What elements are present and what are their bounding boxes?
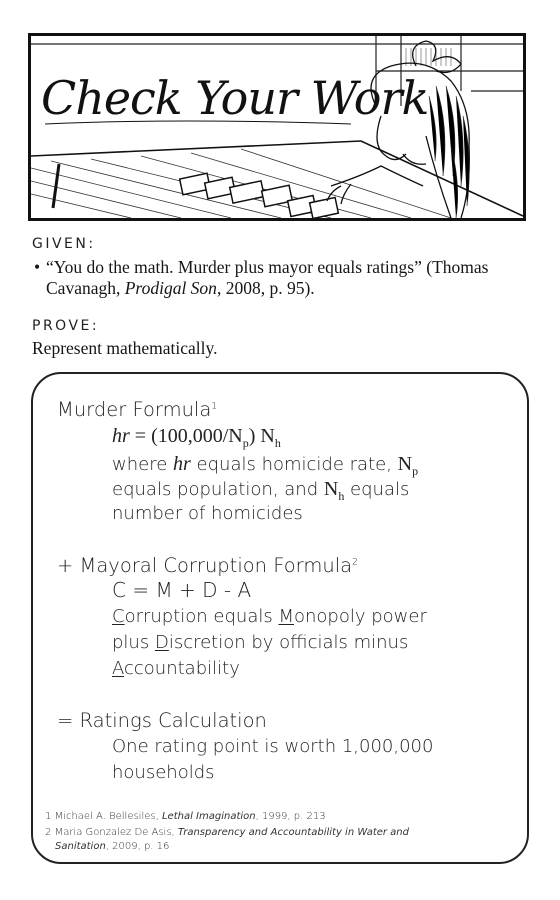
footnote-2-author: Maria Gonzalez De Asis,	[54, 827, 178, 838]
murder-heading-text: Murder Formula	[57, 398, 212, 421]
murder-line-1-a: where	[112, 454, 174, 475]
mayor-heading-text: + Mayoral Corruption Formula	[57, 554, 353, 577]
mayor-line-1-C: C	[112, 606, 125, 627]
mayor-line-2-D: D	[154, 632, 169, 653]
mayor-line-2-a: plus	[112, 632, 155, 653]
footnote-1-title: Lethal Imagination	[161, 811, 256, 822]
footnote-1	[45, 810, 326, 823]
ratings-heading: = Ratings Calculation	[57, 709, 267, 732]
footnote-ref-2: 2	[352, 557, 358, 568]
eq-close: ) N	[248, 425, 275, 447]
given-quote: “You do the math. Murder plus mayor equals ratings”	[46, 257, 422, 277]
murder-line-1-b: equals homicide rate,	[190, 454, 398, 475]
footnote-2-title: Transparency and Accountability in Water and	[177, 827, 409, 838]
mayor-line-2-b: iscretion by officials minus	[168, 632, 409, 653]
eq-hr: hr	[112, 425, 130, 447]
murder-line-2-a: equals population, and	[112, 479, 324, 500]
murder-equation	[112, 424, 281, 455]
header-illustration	[28, 33, 526, 221]
mayor-line-3	[112, 657, 240, 681]
given-quote-item	[34, 257, 534, 299]
murder-line-1-p: p	[412, 464, 419, 478]
footnote-2-num: 2	[45, 827, 52, 838]
girl-with-blocks-illustration	[31, 36, 523, 218]
eq-sub-p: p	[242, 436, 249, 450]
mayor-line-1-M: M	[278, 606, 294, 627]
bullet-glyph: •	[34, 257, 41, 277]
murder-line-2-N: N	[323, 478, 339, 500]
footnote-2-rest: , 2009, p. 16	[105, 841, 170, 852]
murder-line-2-h: h	[338, 489, 345, 503]
murder-heading	[57, 398, 217, 421]
mayor-line-1-b: onopoly power	[294, 606, 427, 627]
brand-title: Check Your Work	[41, 71, 429, 125]
formula-card	[31, 372, 529, 864]
mayor-line-1-a: orruption equals	[124, 606, 279, 627]
mayor-line-3-A: A	[112, 658, 124, 679]
footnote-ref-1: 1	[211, 401, 218, 412]
given-label: GIVEN:	[32, 236, 96, 252]
eq-sub-h: h	[274, 436, 281, 450]
ratings-line-2: households	[112, 762, 215, 783]
footnote-1-author: Michael A. Bellesiles,	[54, 811, 162, 822]
footnote-1-num: 1	[45, 811, 52, 822]
footnote-2-continued	[55, 840, 169, 853]
given-attribution-open: (Thomas Cavanagh,	[46, 257, 489, 298]
mayor-line-2	[112, 631, 408, 655]
footnote-2	[45, 826, 409, 839]
prove-text: Represent mathematically.	[32, 338, 218, 358]
eq-mid: = (100,000/N	[129, 425, 243, 447]
given-attribution-close: , 2008, p. 95).	[216, 278, 315, 298]
mayor-formula: C = M + D - A	[112, 578, 252, 602]
murder-line-2-b: equals	[344, 479, 410, 500]
mayor-heading	[57, 554, 358, 577]
murder-line-1-hr: hr	[173, 453, 191, 475]
prove-label: PROVE:	[32, 318, 100, 334]
mayor-line-3-b: ccountability	[124, 658, 240, 679]
murder-line-3: number of homicides	[112, 503, 303, 524]
given-book-title: Prodigal Son	[124, 278, 217, 298]
ratings-line-1: One rating point is worth 1,000,000	[112, 736, 434, 757]
mayor-line-1	[112, 605, 427, 629]
footnote-2-cont-title: Sanitation	[55, 841, 106, 852]
murder-line-1-N: N	[397, 453, 413, 475]
footnote-1-rest: , 1999, p. 213	[255, 811, 326, 822]
